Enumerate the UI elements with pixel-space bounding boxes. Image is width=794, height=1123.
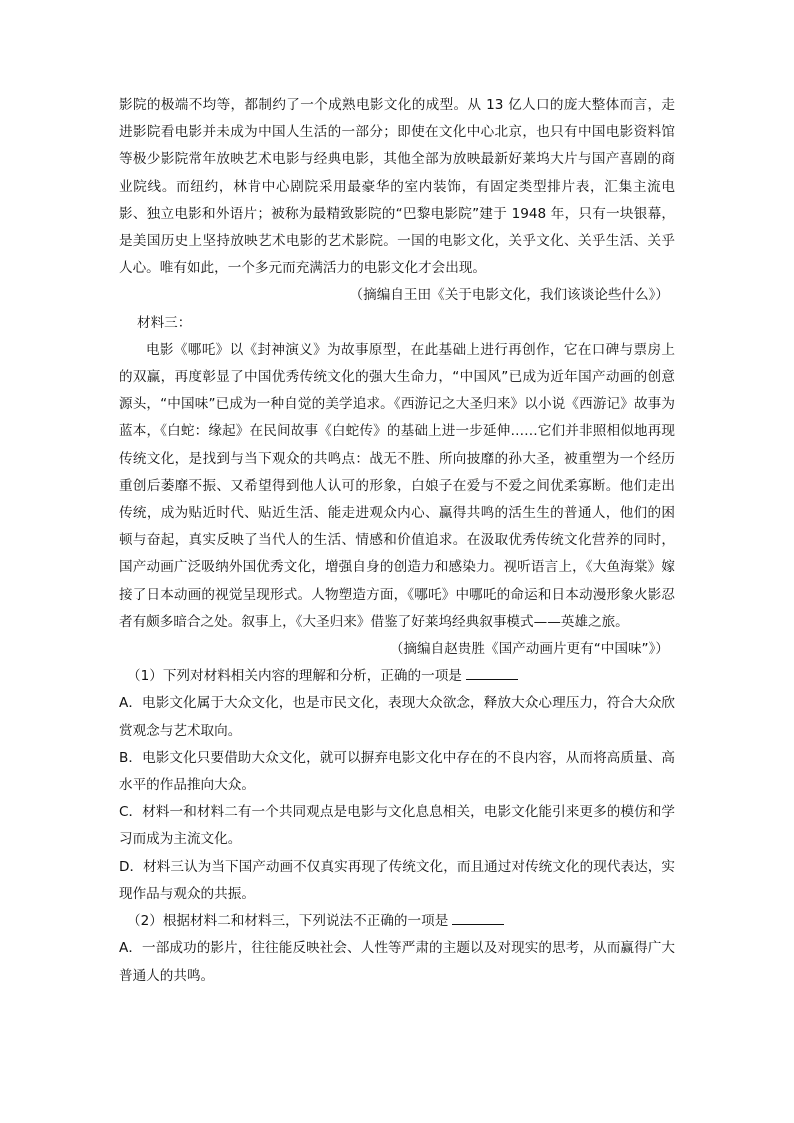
answer-blank-1[interactable] [466, 665, 518, 680]
question-1-text: （1）下列对材料相关内容的理解和分析，正确的一项是 [127, 668, 462, 685]
question-2-stem [119, 908, 675, 935]
answer-blank-2[interactable] [452, 910, 504, 925]
exam-page [119, 92, 675, 990]
material-three-body: 电影《哪吒》以《封神演义》为故事原型，在此基础上进行再创作，它在口碑与票房上的双赢，再度彰显了中国优秀传统文化的强大生命力，“中国风”已成为近年国产动画的创意源头，“中国味”已成为一种自觉的美学追求。《西游记之大圣归来》以小说《西游记》故事为蓝本，《白蛇：缘起》在民间故事《白蛇传》的基础上进一步延伸……它们并非照相似地再现传统文化，是找到与当下观众的共鸣点：战无不胜、所向披靡的孙大圣，被重塑为一个经历重创后萎靡不振、又希望得到他人认可的形象，白娘子在爱与不爱之间优柔寡断。他们走出传统，成为贴近时代、贴近生活、能走进观众内心、赢得共鸣的活生生的普通人，他们的困顿与奋起，真实反映了当代人的生活、情感和价值追求。在汲取优秀传统文化营养的同时，国产动画广泛吸纳外国优秀文化，增强自身的创造力和感染力。视听语言上，《大鱼海棠》嫁接了日本动画的视觉呈现形式。人物塑造方面，《哪吒》中哪吒的命运和日本动漫形象火影忍者有颇多暗合之处。叙事上，《大圣归来》借鉴了好莱坞经典叙事模式——英雄之旅。 [119, 341, 675, 630]
material-three-label: 材料三： [137, 314, 192, 331]
question-1-stem [119, 663, 675, 690]
question-2-text: （2）根据材料二和材料三，下列说法不正确的一项是 [127, 913, 449, 930]
q2-option-a: A．一部成功的影片，往往能反映社会、人性等严肃的主题以及对现实的思考，从而赢得广大普通人的共鸣。 [119, 940, 675, 984]
material-two-tail: 影院的极端不均等，都制约了一个成熟电影文化的成型。从 13 亿人口的庞大整体而言，走进影院看电影并未成为中国人生活的一部分；即使在文化中心北京，也只有中国电影资料馆等极少影院常年放映艺术电影与经典电影，其他全部为放映最新好莱坞大片与国产喜剧的商业院线。而纽约，林肯中心剧院采用最豪华的室内装饰，有固定类型排片表，汇集主流电影、独立电影和外语片；被称为最精致影院的“巴黎电影院”建于 1948 年，只有一块银幕，是美国历史上坚持放映艺术电影的艺术影院。一国的电影文化，关乎文化、关乎生活、关乎人心。唯有如此，一个多元而充满活力的电影文化才会出现。 [119, 97, 675, 277]
q1-option-c: C．材料一和材料二有一个共同观点是电影与文化息息相关，电影文化能引来更多的模仿和学习而成为主流文化。 [119, 804, 675, 848]
material-three-source: （摘编自赵贵胜《国产动画片更有“中国味”》） [389, 641, 669, 658]
q1-option-a: A．电影文化属于大众文化，也是市民文化，表现大众欲念，释放大众心理压力，符合大众欣赏观念与艺术取向。 [119, 695, 675, 739]
q1-option-d: D．材料三认为当下国产动画不仅真实再现了传统文化，而且通过对传统文化的现代表达，实现作品与观众的共振。 [119, 858, 675, 902]
q1-option-b: B．电影文化只要借助大众文化，就可以摒弃电影文化中存在的不良内容，从而将高质量、高水平的作品推向大众。 [119, 749, 675, 794]
material-two-source: （摘编自王田《关于电影文化，我们该谈论些什么》） [349, 287, 669, 304]
